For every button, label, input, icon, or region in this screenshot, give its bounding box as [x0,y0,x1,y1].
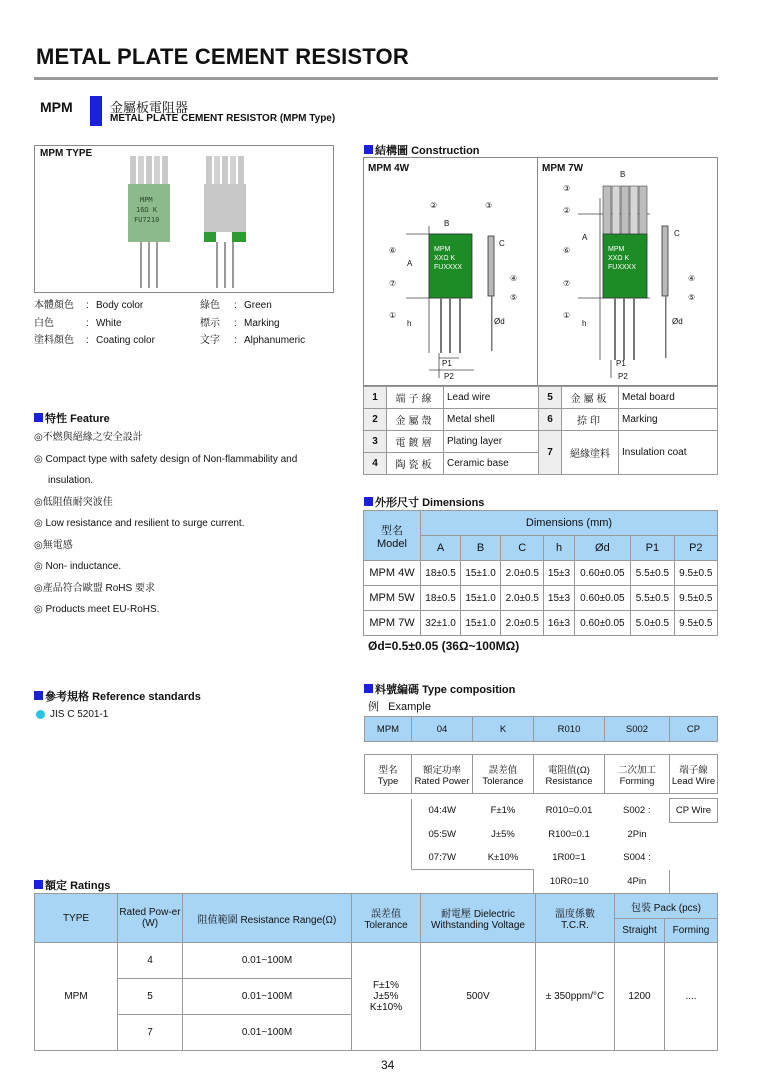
diagram-7w-mark-3: FUXXXX [608,264,637,271]
ratings-table [34,893,718,1051]
table-row [364,409,718,431]
table-cell: 15±1.0 [461,611,501,636]
part-name-cn: 端子線 [387,387,444,409]
part-name-en: Lead wire [444,387,539,409]
part-name-en: Metal board [619,387,718,409]
callout-4-7w: ④ [688,274,696,283]
option-row [365,799,718,823]
column-header: A [421,536,461,561]
option-cell: R100=0.1 [548,828,590,840]
option-cell: J±5% [491,828,515,840]
callout-1: ① [389,311,397,320]
dimensions-heading-en: Dimensions [422,497,485,509]
option-cell: S002 : [623,805,651,816]
series-code: MPM [40,99,73,115]
feature-line: ◎ Products meet EU-RoHS. [34,604,160,615]
table-cell: 0.60±0.05 [574,561,631,586]
table-row [364,387,718,409]
column-header: Ød [574,536,631,561]
dimensions-note: Ød=0.5±0.05 (36Ω~100MΩ) [368,639,520,653]
part-number: 4 [364,453,387,475]
dim-a-7w: A [582,233,588,242]
product-photo [120,154,260,292]
column-header: 溫度係數 T.C.R. [536,894,615,943]
table-cell: MPM 4W [364,561,421,586]
table-cell: 1200 [615,943,665,1051]
table-cell: 15±1.0 [461,586,501,611]
callout-3-7w: ③ [563,184,571,193]
part-name-en: Metal shell [444,409,539,431]
dim-od-7w: Ød [672,317,683,326]
option-cell: 05:5W [412,823,473,847]
part-name-en: Insulation coat [619,431,718,475]
table-cell: 16±3 [544,611,574,636]
table-cell: MPM [35,943,118,1051]
parts-table [363,386,718,475]
option-row [365,870,718,894]
ratings-heading-en: Ratings [70,880,111,892]
label-cell: 型名 Type [365,755,412,794]
part-number: 1 [364,387,387,409]
table-row [364,431,718,453]
example-cn: 例 [368,701,379,713]
table-cell: 5.0±0.5 [631,611,674,636]
square-bullet-icon [364,145,373,154]
callout-7-7w: ⑦ [563,279,571,288]
option-cell: K±10% [473,846,534,870]
feature-line: ◎ Non- inductance. [34,561,122,572]
dim-p1-7w: P1 [616,359,626,368]
page-title: METAL PLATE CEMENT RESISTOR [36,44,409,69]
product-name-cn: 金屬板電阻器 [110,100,189,115]
resistor-front-image [128,156,170,288]
square-bullet-icon [34,413,43,422]
type-comp-heading [364,681,515,697]
table-row [35,943,718,979]
option-cell: 07:7W [412,846,473,870]
diagram-4w [364,178,537,385]
part-number: 6 [539,409,562,431]
dim-c-7w: C [674,229,680,238]
option-cell: 1R00=1 [552,852,586,864]
column-header: h [544,536,574,561]
table-cell: 2.0±0.5 [501,586,544,611]
column-header: TYPE [35,894,118,943]
callout-2-7w: ② [563,206,571,215]
table-cell: 0.60±0.05 [574,611,631,636]
legend-en: Coating color [96,335,155,346]
table-row [364,611,718,636]
dim-a: A [407,259,413,268]
callout-3: ③ [485,201,493,210]
legend-cn: 本體顏色 [34,300,74,311]
photo-box [34,145,334,293]
construction-diagram [363,157,718,386]
table-cell: MPM 7W [364,611,421,636]
label-row [365,755,718,794]
table-cell: 15±3 [544,561,574,586]
table-cell: 4 [118,943,183,979]
construction-heading [364,142,480,158]
part-name-en: Marking [619,409,718,431]
table-cell: F±1% J±5% K±10% [352,943,421,1051]
option-cell: R010=0.01 [545,805,593,816]
legend-cn2: 綠色 [200,300,220,311]
dim-p2: P2 [444,372,454,381]
photo-marking-3: FU7210 [134,216,160,224]
column-header: C [501,536,544,561]
diagram-7w-mark-2: XXΩ K [608,255,630,262]
square-bullet-icon [34,880,43,889]
legend-cn2: 文字 [200,335,220,346]
part-name-cn: 電鍍層 [387,431,444,453]
part-number: 3 [364,431,387,453]
part-name-cn: 陶瓷板 [387,453,444,475]
legend-cn2: 標示 [200,317,220,329]
option-cell: 4Pin [605,870,670,894]
dim-h-7w: h [582,319,587,328]
legend-en: White [96,317,122,329]
diagram-label-4w: MPM 4W [368,163,410,174]
option-cell: CP Wire [670,799,718,823]
table-cell: 5.5±0.5 [631,586,674,611]
column-header: Rated Pow-er (W) [118,894,183,943]
table-header-row [35,894,718,919]
option-cell: 2Pin [627,828,647,840]
option-cell: F±1% [490,805,516,816]
column-header: P2 [674,536,717,561]
table-cell: ± 350ppm/°C [536,943,615,1051]
feature-line: ◎無電感 [34,539,73,551]
example-label [368,698,431,714]
table-cell: 18±0.5 [421,561,461,586]
part-number: 5 [539,387,562,409]
dimensions-heading-cn: 外形尺寸 [375,497,419,509]
dim-c: C [499,239,505,248]
callout-4: ④ [510,274,518,283]
option-row [365,823,718,847]
legend-en: Body color [96,300,144,311]
table-cell: 7 [118,1015,183,1051]
dim-od: Ød [494,317,505,326]
diagram-4w-mark-1: MPM [434,246,451,253]
type-comp-heading-en: Type composition [422,684,516,696]
diagram-4w-mark-2: XXΩ K [434,255,456,262]
part-name-en: Plating layer [444,431,539,453]
table-cell: .... [665,943,718,1051]
legend-en2: Marking [244,317,280,329]
bullet-dot-icon [36,710,45,719]
callout-2: ② [430,201,438,210]
table-cell: 18±0.5 [421,586,461,611]
feature-heading-cn: 特性 [45,413,67,425]
table-cell: 9.5±0.5 [674,561,717,586]
column-header: Forming [665,919,718,943]
label-cell: 二次加工 Forming [605,755,670,794]
table-cell: 5 [118,979,183,1015]
diagram-7w [538,170,718,385]
example-cell: K [473,717,534,742]
table-cell: 2.0±0.5 [501,611,544,636]
page-number: 34 [381,1058,395,1072]
table-cell: 15±3 [544,586,574,611]
label-cell: 誤差值 Tolerance [473,755,534,794]
feature-heading [34,410,110,426]
column-header: 阻值範圍 Resistance Range(Ω) [183,894,352,943]
dim-unit-header: Dimensions (mm) [421,511,718,536]
diagram-label-7w: MPM 7W [542,163,584,174]
part-name-cn: 絕緣塗料 [562,431,619,475]
feature-heading-en: Feature [70,413,110,425]
table-cell: 2.0±0.5 [501,561,544,586]
callout-5: ⑤ [510,293,518,302]
table-cell: 0.01~100M [183,979,352,1015]
callout-1-7w: ① [563,311,571,320]
color-legend [34,297,334,350]
photo-marking-2: 16Ω K [136,206,158,214]
table-cell: 32±1.0 [421,611,461,636]
photo-label: MPM TYPE [40,148,93,159]
type-comp-table [364,716,718,894]
reference-heading-cn: 參考規格 [45,691,89,703]
table-row [364,586,718,611]
feature-line: ◎不燃與絕緣之安全設計 [34,432,143,443]
table-cell: MPM 5W [364,586,421,611]
table-header-row [364,511,718,536]
dim-b-7w: B [620,170,626,179]
example-cell: 04 [412,717,473,742]
dim-p1: P1 [442,359,452,368]
dimensions-table [363,510,718,636]
table-cell: 0.01~100M [183,1015,352,1051]
ratings-heading [34,877,110,893]
table-cell: 9.5±0.5 [674,586,717,611]
column-header: P1 [631,536,674,561]
legend-row: 塗料顏色 : Coating color 文字 : Alphanumeric [34,332,334,350]
label-cell: 端子線 Lead Wire [670,755,718,794]
example-en: Example [388,701,431,713]
table-cell: 500V [421,943,536,1051]
reference-heading-en: Reference standards [92,691,201,703]
column-header: Straight [615,919,665,943]
callout-5-7w: ⑤ [688,293,696,302]
callout-7: ⑦ [389,279,397,288]
label-cell: 電阻值(Ω) Resistance [534,755,605,794]
example-row [365,717,718,742]
type-comp-heading-cn: 料號編碼 [375,684,419,696]
square-bullet-icon [34,691,43,700]
part-name-en: Ceramic base [444,453,539,475]
part-name-cn: 捺印 [562,409,619,431]
table-row [364,561,718,586]
legend-en2: Alphanumeric [244,335,306,346]
accent-bar [90,96,102,126]
part-number: 2 [364,409,387,431]
construction-heading-cn: 結構圖 [375,145,408,157]
column-header: 包裝 Pack (pcs) [615,894,718,919]
dim-b: B [444,219,450,228]
example-cell: MPM [365,717,412,742]
table-cell: 5.5±0.5 [631,561,674,586]
table-cell: 0.60±0.05 [574,586,631,611]
column-header: 耐電壓 Dielectric Withstanding Voltage [421,894,536,943]
legend-row: 本體顏色 : Body color 綠色 : Green [34,297,334,315]
option-row [365,846,718,870]
label-cell: 額定功率 Rated Power [412,755,473,794]
square-bullet-icon [364,684,373,693]
reference-text: JIS C 5201-1 [50,709,109,720]
ratings-heading-cn: 額定 [45,880,67,892]
construction-heading-en: Construction [411,145,480,157]
example-cell: CP [670,717,718,742]
dim-h: h [407,319,412,328]
photo-marking-1: MPM [140,196,153,204]
diagram-7w-mark-1: MPM [608,246,625,253]
option-cell: 10R0=10 [534,870,605,894]
resistor-back-image [204,156,246,288]
table-cell: 9.5±0.5 [674,611,717,636]
diagram-4w-mark-3: FUXXXX [434,264,463,271]
example-cell: R010 [534,717,605,742]
feature-line: insulation. [48,475,94,486]
part-number: 7 [539,431,562,475]
dim-p2-7w: P2 [618,372,628,381]
model-header: 型名 Model [364,511,421,561]
option-cell: 04:4W [412,799,473,823]
feature-line: ◎ Low resistance and resilient to surge current. [34,518,245,529]
part-name-cn: 金屬殼 [387,409,444,431]
legend-row: 白色 : White 標示 : Marking [34,315,334,333]
part-name-cn: 金屬板 [562,387,619,409]
legend-cn: 白色 [34,317,54,329]
option-cell: S004 : [623,852,651,864]
callout-6: ⑥ [389,246,397,255]
feature-line: ◎低阻值耐突波佳 [34,496,113,508]
callout-6-7w: ⑥ [563,246,571,255]
reference-heading [34,688,201,704]
table-cell: 15±1.0 [461,561,501,586]
feature-line: ◎ Compact type with safety design of Non-flammability and [34,453,298,465]
column-header: 誤差值 Tolerance [352,894,421,943]
square-bullet-icon [364,497,373,506]
dimensions-heading [364,494,484,510]
product-name-en: METAL PLATE CEMENT RESISTOR (MPM Type) [110,113,336,124]
feature-list [34,427,344,621]
reference-item [36,709,108,720]
column-header: B [461,536,501,561]
table-cell: 0.01~100M [183,943,352,979]
legend-en2: Green [244,300,272,311]
title-rule [34,77,718,80]
example-cell: S002 [605,717,670,742]
legend-cn: 塗料顏色 [34,335,74,346]
feature-line: ◎產品符合歐盟 RoHS 要求 [34,582,155,594]
